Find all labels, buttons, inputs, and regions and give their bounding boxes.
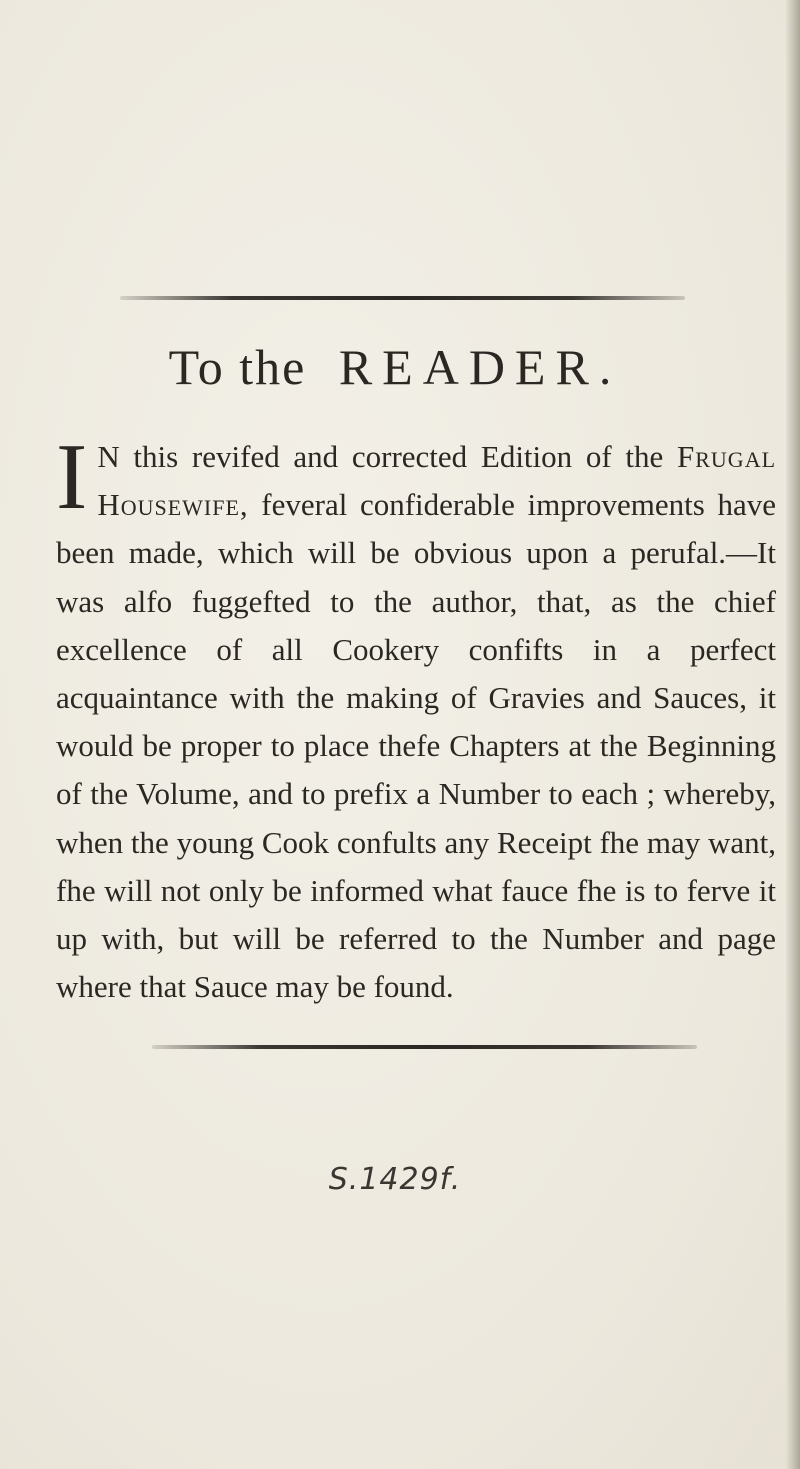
body-paragraph bbox=[56, 425, 777, 1011]
title-prefix: To the bbox=[168, 339, 307, 395]
page-title bbox=[0, 338, 790, 396]
bottom-rule bbox=[152, 1045, 697, 1049]
drop-cap: I bbox=[56, 425, 88, 529]
handwritten-shelfmark: S.1429f. bbox=[328, 1162, 462, 1197]
book-title: Frugal Housewife, bbox=[97, 439, 777, 523]
title-main: READER. bbox=[338, 339, 622, 395]
page-edge bbox=[786, 0, 800, 1469]
text-after-title: feveral confiderable improvements have been made, which will be obvious upon a perufal.—It was alfo fuggefted to the author, that, as the chief excellence of all Cookery confifts in a perfect acquaintance with the making of Gravies and Sauces, it would be proper to place thefe Chapters at the Beginning of the Volume, and to prefix a Number to each ; whereby, when the young Cook confults any Receipt fhe may want, fhe will not only be informed what fauce fhe is to ferve it up with, but will be referred to the Number and page where that Sauce may be found. bbox=[56, 487, 776, 1005]
top-rule bbox=[120, 296, 685, 300]
first-word-rest: N bbox=[97, 439, 120, 474]
text-before-title: this revifed and corrected Edition of the bbox=[133, 439, 664, 474]
